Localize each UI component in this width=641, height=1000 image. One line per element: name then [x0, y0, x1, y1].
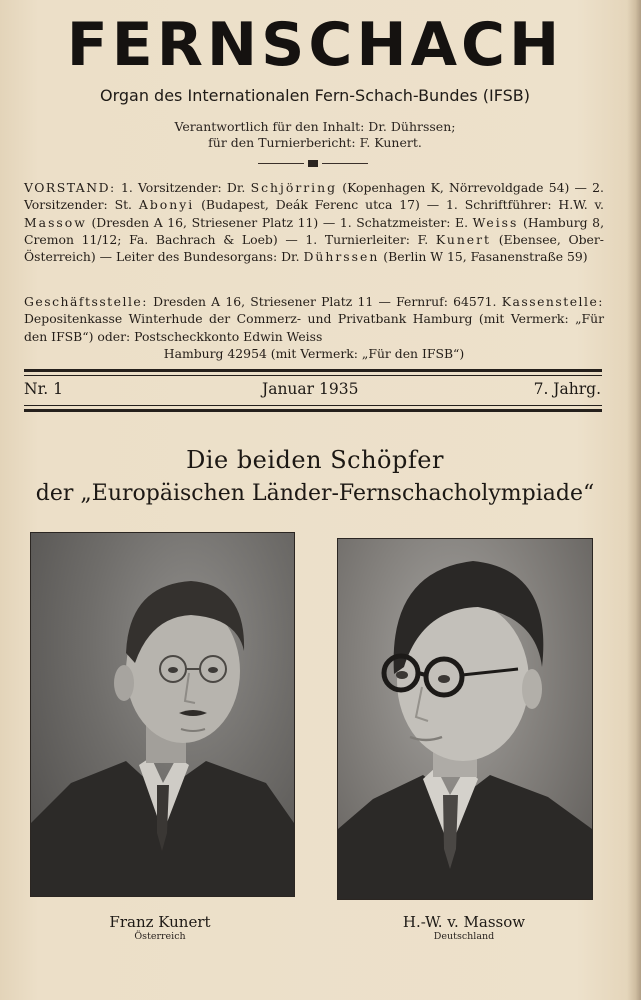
portrait-photo-kunert [30, 532, 295, 897]
board-name-5: Kunert [435, 231, 492, 247]
board-text-1: 1. Vorsitzender: Dr. [115, 180, 251, 195]
issue-date: Januar 1935 [262, 380, 359, 398]
issue-number: Nr. 1 [24, 380, 63, 398]
board-text-3: (Budapest, Deák Ferenc utca 17) — 1. Schriftführer: H.W. v. [194, 197, 604, 213]
article-headline-line-1: Die beiden Schöpfer [186, 446, 444, 474]
rule-thick-top [24, 369, 602, 372]
portrait-left-country: Österreich [134, 931, 186, 942]
rule-thick-bottom [24, 409, 602, 412]
board-name-4: Weiss [472, 214, 519, 230]
board-name-3: Massow [24, 214, 87, 230]
office-text: Dresden A 16, Striesener Platz 11 — Fernruf: 64571. [147, 294, 497, 309]
office-heading: Geschäftsstelle: [24, 294, 148, 309]
board-members-paragraph [24, 179, 604, 265]
board-text-6: (Ebensee, Ober-Österreich) — Leiter des Bundesorgans: Dr. [24, 231, 604, 265]
board-name-2: Abonyi [138, 197, 195, 213]
page-edge-shadow [627, 0, 641, 1000]
article-headline-line-2: der „Europäischen Länder-Fernschacholympiade“ [35, 481, 595, 506]
portrait-right-country: Deutschland [433, 931, 495, 942]
portrait-left-name: Franz Kunert [109, 913, 211, 931]
magazine-title: FERNSCHACH [66, 10, 564, 80]
responsible-tournament-line: für den Turnierbericht: F. Kunert. [208, 135, 422, 150]
board-text-2: (Kopenhagen K, Nörrevoldgade 54) — 2. Vorsitzender: St. [24, 180, 604, 213]
rule-thin-top [24, 375, 602, 376]
cashier-text-end: Hamburg 42954 (mit Vermerk: „Für den IFSB“) [163, 345, 465, 361]
cashier-heading: Kassenstelle: [501, 294, 604, 309]
board-text-7: (Berlin W 15, Fasanenstraße 59) [379, 249, 588, 265]
board-text-5: (Hamburg 8, Cremon 11/12; Fa. Bachrach & Loeb) — 1. Turnierleiter: F. [24, 214, 605, 247]
portrait-photo-massow [337, 538, 593, 900]
board-name-1: Schjörring [250, 180, 338, 195]
issue-volume: 7. Jahrg. [533, 380, 601, 398]
cashier-text: Depositenkasse Winterhude der Commerz- und Privatbank Hamburg (mit Vermerk: „Für den IFSB“) oder: Postscheckkonto Edwin Weiss [24, 311, 604, 344]
office-paragraph [24, 293, 604, 362]
rule-thin-bottom [24, 405, 602, 406]
board-name-6: Dührssen [303, 249, 380, 265]
portrait-right-name: H.-W. v. Massow [402, 913, 526, 931]
portrait-massow-illustration [338, 539, 592, 899]
portrait-kunert-illustration [31, 533, 294, 896]
magazine-subtitle: Organ des Internationalen Fern-Schach-Bundes (IFSB) [99, 86, 531, 105]
divider-ornament [258, 160, 368, 168]
board-text-4: (Dresden A 16, Striesener Platz 11) — 1. Schatzmeister: E. [86, 214, 473, 230]
responsible-editor-line: Verantwortlich für den Inhalt: Dr. Dührssen; [174, 119, 456, 134]
board-heading: VORSTAND: [24, 180, 116, 195]
